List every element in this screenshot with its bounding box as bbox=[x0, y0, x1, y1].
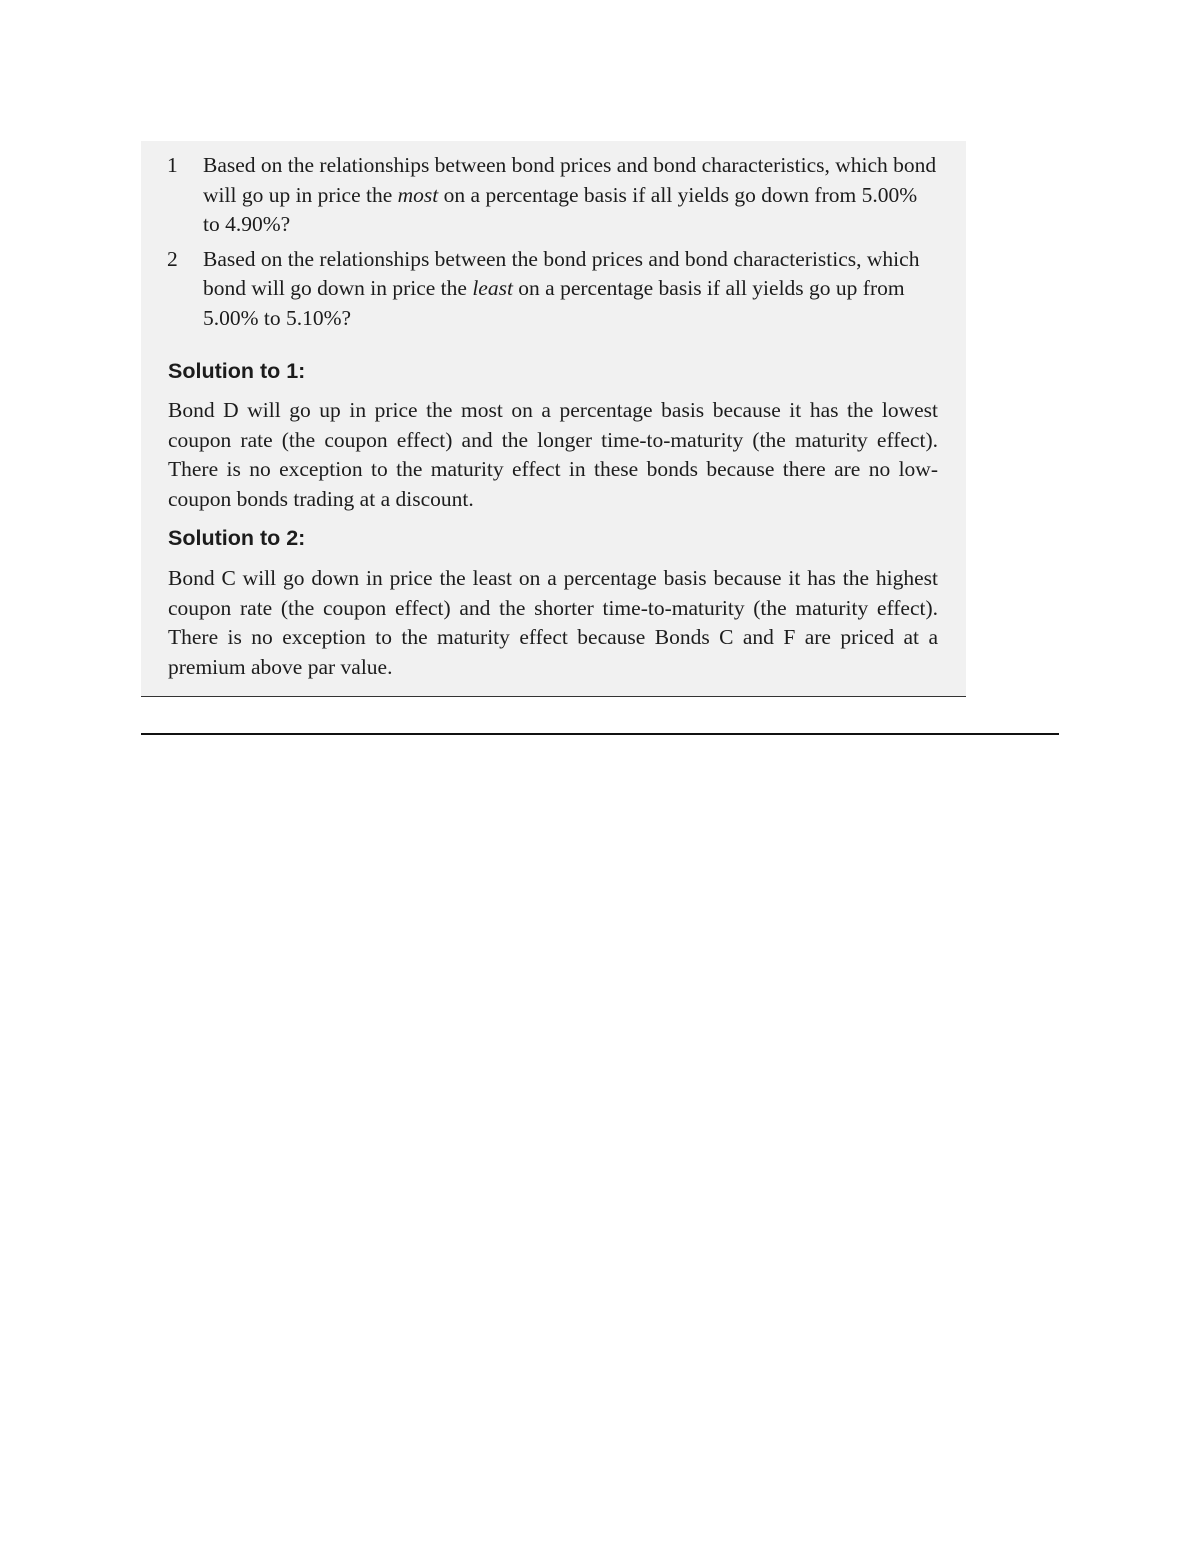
section-divider bbox=[141, 733, 1059, 735]
question-text bbox=[203, 151, 937, 240]
question-text bbox=[203, 245, 937, 334]
solution-2-heading: Solution to 2: bbox=[168, 526, 306, 550]
question-item-2 bbox=[167, 245, 937, 334]
question-emphasis: most bbox=[397, 182, 439, 207]
question-text-part: Based on the relationships between bond prices and bond characteristics, which bond will go up in price the bbox=[203, 153, 937, 207]
solution-1-heading: Solution to 1: bbox=[168, 359, 306, 383]
question-item-1 bbox=[167, 151, 937, 240]
question-text-part: Based on the relationships between the bond prices and bond characteristics, which bond will go down in price the bbox=[203, 246, 920, 300]
question-number: 2 bbox=[167, 246, 178, 271]
example-box bbox=[141, 141, 966, 697]
solution-2-text: Bond C will go down in price the least on a percentage basis because it has the highest coupon rate (the coupon effect) and the shorter time-to-maturity (the maturity effect). There is no exception to the maturity effect because Bonds C and F are priced at a premium above par value. bbox=[168, 566, 938, 679]
question-emphasis: least bbox=[472, 276, 513, 300]
question-text-part: on a percentage basis if all yields go up from 5.00% to 5.10%? bbox=[203, 276, 905, 330]
solution-1-text: Bond D will go up in price the most on a percentage basis because it has the lowest coupon rate (the coupon effect) and the longer time-to-maturity (the maturity effect). There is no exception to the maturity effect in these bonds because there are no low-coupon bonds trading at a discount. bbox=[168, 398, 938, 511]
question-number: 1 bbox=[167, 153, 178, 177]
question-text-part: on a percentage basis if all yields go down from 5.00% to 4.90%? bbox=[203, 182, 918, 236]
question-list bbox=[167, 151, 937, 338]
